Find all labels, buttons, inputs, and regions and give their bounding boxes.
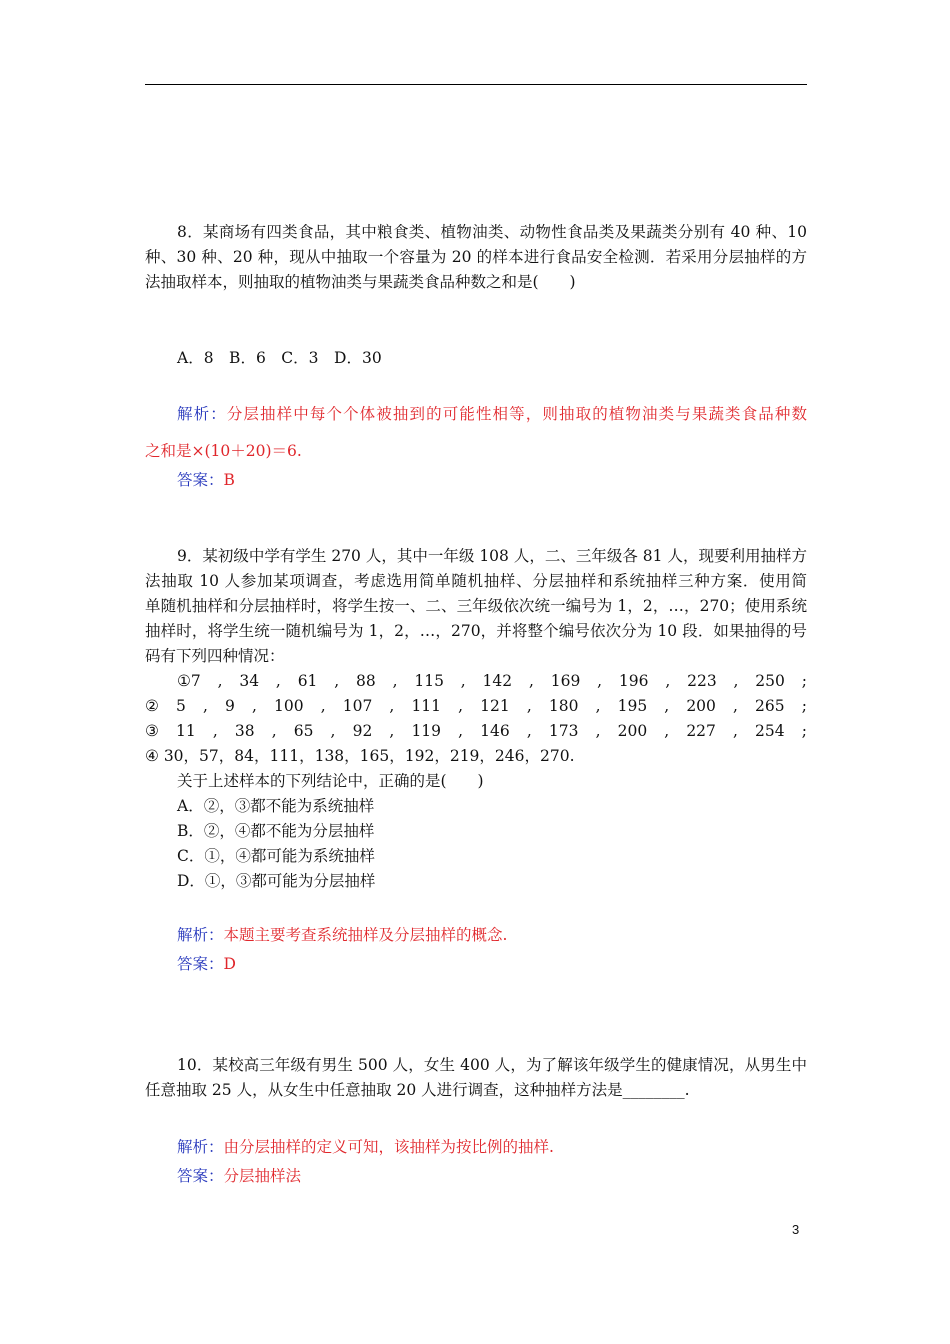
question-8-analysis-line-2: 之和是×(10＋20)＝6.: [145, 442, 302, 460]
question-10: [145, 1053, 807, 1103]
seq-sep: ,: [526, 722, 532, 740]
question-9-line-5: 码有下列四种情况：: [145, 647, 285, 665]
answer-value: 分层抽样法: [223, 1167, 302, 1185]
answer-label: 答案：: [177, 1167, 224, 1185]
seq-item: 169: [550, 672, 581, 690]
seq-sep: ,: [733, 697, 738, 715]
seq-item: 200: [617, 722, 648, 740]
question-8-line-1: 8．某商场有四类食品，其中粮食类、植物油类、动物性食品类及果蔬类分别有 40 种、10: [177, 223, 807, 241]
seq-item: 115: [414, 672, 444, 690]
answer-value: B: [223, 471, 235, 489]
question-10-analysis: [145, 1135, 807, 1189]
seq-item: 265: [755, 697, 785, 715]
sequence-2: [145, 694, 807, 719]
seq-sep: ,: [664, 722, 670, 740]
seq-item: 146: [480, 722, 510, 740]
question-9-line-2: 法抽取 10 人参加某项调查，考虑选用简单随机抽样、分层抽样和系统抽样三种方案．使用简: [145, 572, 807, 590]
analysis-label: 解析：: [177, 926, 224, 944]
header-rule: [145, 84, 807, 85]
question-9: [145, 544, 807, 894]
question-9-option-c: C．①，④都可能为系统抽样: [177, 847, 375, 865]
seq-sep: ,: [251, 697, 257, 715]
seq-item: 196: [618, 672, 649, 690]
seq-item: 195: [617, 697, 648, 715]
seq-sep: ,: [665, 672, 671, 690]
sequence-4: ④ 30，57，84，111，138，165，192，219，246，270.: [145, 747, 575, 765]
seq-item: 121: [480, 697, 510, 715]
analysis-text: 本题主要考查系统抽样及分层抽样的概念.: [223, 926, 508, 944]
seq-sep: ,: [334, 672, 340, 690]
question-10-line-2: 任意抽取 25 人，从女生中任意抽取 20 人进行调查，这种抽样方法是________.: [145, 1081, 690, 1099]
question-9-option-b: B．②，④都不能为分层抽样: [177, 822, 375, 840]
question-9-line-1: 9．某初级中学有学生 270 人，其中一年级 108 人，二、三年级各 81 人，现要利用抽样方: [177, 547, 807, 565]
seq-item: 254: [755, 722, 785, 740]
seq-sep: ,: [460, 672, 466, 690]
question-9-answer: [145, 952, 807, 977]
seq-sep: ,: [528, 672, 534, 690]
seq-sep: ,: [275, 672, 281, 690]
seq-sep: ,: [389, 697, 395, 715]
seq-item: 180: [548, 697, 579, 715]
seq-item: 119: [411, 722, 442, 740]
analysis-text: 由分层抽样的定义可知，该抽样为按比例的抽样.: [223, 1138, 554, 1156]
question-9-line-3: 单随机抽样和分层抽样时，将学生按一、二、三年级依次统一编号为 1，2，…，270；使用系统: [145, 597, 807, 615]
question-8: [145, 220, 807, 295]
question-8-options-text: A．8 B．6 C．3 D．30: [177, 349, 382, 367]
question-9-analysis-line: [145, 923, 807, 948]
seq-item: 11: [176, 722, 196, 740]
seq-sep: ,: [202, 697, 208, 715]
seq-sep: ,: [733, 722, 738, 740]
seq-item: 250: [755, 672, 785, 690]
question-8-line-3: 法抽取样本，则抽取的植物油类与果蔬类食品种数之和是( ): [145, 273, 576, 291]
seq-item: 227: [686, 722, 716, 740]
seq-sep: ,: [458, 722, 464, 740]
seq-item: 100: [274, 697, 304, 715]
seq-item: 9: [225, 697, 235, 715]
seq-sep: ,: [392, 672, 398, 690]
seq-sep: ,: [597, 672, 603, 690]
analysis-text: 分层抽样中每个个体被抽到的可能性相等，则抽取的植物油类与果蔬类食品种数: [226, 405, 807, 423]
question-10-line-1: 10．某校高三年级有男生 500 人，女生 400 人，为了解该年级学生的健康情况，从男生中: [177, 1056, 807, 1074]
seq-sep: ;: [801, 722, 807, 740]
seq-marker: ②: [145, 697, 159, 715]
seq-item: 38: [234, 722, 255, 740]
seq-item: 142: [482, 672, 513, 690]
seq-sep: ,: [212, 722, 218, 740]
sequence-3: [145, 719, 807, 744]
analysis-label: 解析：: [177, 405, 227, 423]
question-8-answer: [145, 468, 807, 493]
seq-sep: ,: [271, 722, 277, 740]
seq-sep: ,: [526, 697, 532, 715]
seq-item: 92: [352, 722, 373, 740]
seq-sep: ,: [330, 722, 336, 740]
question-9-option-d: D．①，③都可能为分层抽样: [177, 872, 376, 890]
question-9-prompt: 关于上述样本的下列结论中，正确的是( ): [177, 772, 484, 790]
question-9-option-a: A．②，③都不能为系统抽样: [177, 797, 375, 815]
seq-item: 223: [687, 672, 717, 690]
seq-sep: ;: [801, 672, 807, 690]
page-number: 3: [792, 1222, 800, 1237]
seq-sep: ;: [801, 697, 807, 715]
seq-sep: ,: [664, 697, 670, 715]
seq-item: 61: [297, 672, 318, 690]
question-10-analysis-line: [145, 1135, 807, 1160]
answer-label: 答案：: [177, 471, 224, 489]
seq-item: 88: [356, 672, 376, 690]
question-9-line-4: 抽样时，将学生统一随机编号为 1，2，…，270，并将整个编号依次分为 10 段．如果抽得的号: [145, 622, 807, 640]
sequence-1: [145, 669, 807, 694]
answer-label: 答案：: [177, 955, 224, 973]
question-10-answer: [145, 1164, 807, 1189]
question-8-line-2: 种、30 种、20 种，现从中抽取一个容量为 20 的样本进行食品安全检测．若采用分层抽样的方: [145, 248, 807, 266]
seq-item: 34: [239, 672, 260, 690]
seq-item: 111: [411, 697, 442, 715]
seq-item: 65: [293, 722, 314, 740]
seq-sep: ,: [389, 722, 395, 740]
seq-item: 5: [176, 697, 186, 715]
question-9-analysis: [145, 923, 807, 977]
question-8-analysis-line-1: [145, 402, 807, 427]
answer-value: D: [223, 955, 236, 973]
seq-sep: ,: [595, 697, 601, 715]
seq-item: 200: [686, 697, 716, 715]
seq-sep: ,: [595, 722, 601, 740]
seq-item: 107: [342, 697, 373, 715]
question-8-options: [145, 346, 807, 371]
seq-sep: ,: [733, 672, 739, 690]
seq-sep: ,: [458, 697, 464, 715]
analysis-label: 解析：: [177, 1138, 224, 1156]
question-8-analysis: [145, 402, 807, 493]
seq-item: 173: [548, 722, 579, 740]
seq-marker: ③: [145, 722, 159, 740]
seq-sep: ,: [320, 697, 326, 715]
seq-sep: ,: [217, 672, 223, 690]
seq-item: ①7: [177, 672, 201, 690]
